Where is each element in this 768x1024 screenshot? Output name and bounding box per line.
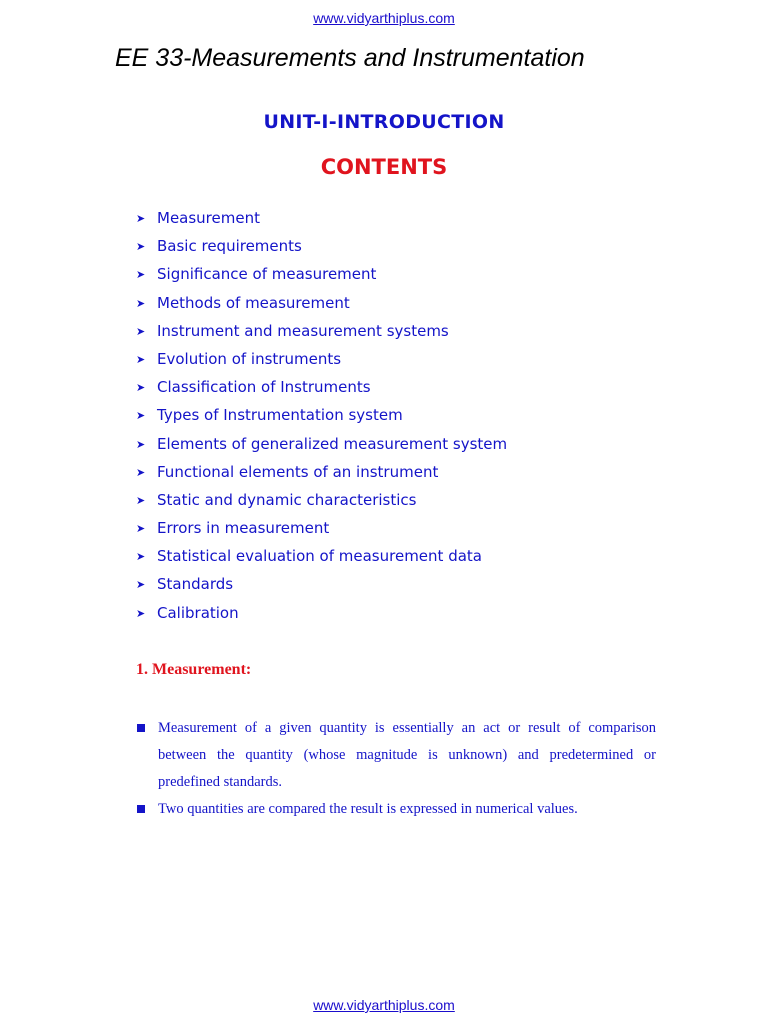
arrow-bullet-icon: ➤ [136,465,146,479]
contents-item-label: Basic requirements [157,237,302,256]
measurement-bullet-list [136,715,656,823]
section-heading-measurement: 1. Measurement: [136,661,252,678]
square-bullet-icon [137,724,145,732]
arrow-bullet-icon: ➤ [136,409,146,423]
arrow-bullet-icon: ➤ [136,522,146,536]
contents-item-label: Standards [157,575,234,594]
contents-item-label: Evolution of instruments [157,349,342,368]
contents-item-label: Elements of generalized measurement system [157,434,508,453]
arrow-bullet-icon: ➤ [136,606,146,620]
contents-item-label: Significance of measurement [157,265,377,284]
arrow-bullet-icon: ➤ [136,324,146,338]
document-title: EE 33-Measurements and Instrumentation [115,44,585,72]
arrow-bullet-icon: ➤ [136,550,146,564]
unit-title: UNIT-I-INTRODUCTION [263,111,505,133]
contents-item [136,460,507,488]
arrow-bullet-icon: ➤ [136,212,146,225]
contents-item [136,403,507,431]
contents-item [136,516,507,544]
contents-heading: CONTENTS [320,155,448,179]
contents-item-label: Errors in measurement [157,519,330,538]
contents-item-label: Static and dynamic characteristics [157,490,417,509]
arrow-bullet-icon: ➤ [136,381,146,395]
contents-item [136,262,507,290]
contents-item-label: Methods of measurement [157,293,350,312]
contents-item [136,347,507,375]
contents-item-label: Classification of Instruments [157,378,371,397]
arrow-bullet-icon: ➤ [136,268,146,282]
contents-item [136,432,507,460]
contents-item [136,234,507,262]
contents-item [136,206,507,234]
arrow-bullet-icon: ➤ [136,296,146,310]
contents-list [136,206,507,629]
header-website-link[interactable]: www.vidyarthiplus.com [313,10,455,26]
bullet-paragraph [136,715,656,796]
contents-item [136,488,507,516]
contents-item-label: Instrument and measurement systems [157,321,449,340]
arrow-bullet-icon: ➤ [136,578,146,592]
contents-item [136,544,507,572]
bullet-text: Measurement of a given quantity is essentially an act or result of comparison between the quantity (whose magnitude is unknown) and predetermined or predefined standards. [158,720,656,790]
contents-item-label: Measurement [157,209,260,227]
arrow-bullet-icon: ➤ [136,240,146,254]
arrow-bullet-icon: ➤ [136,352,146,366]
bullet-paragraph [136,796,656,823]
contents-item [136,319,507,347]
contents-item-label: Functional elements of an instrument [157,462,439,481]
contents-item [136,572,507,600]
contents-item-label: Types of Instrumentation system [157,406,403,425]
arrow-bullet-icon: ➤ [136,437,146,451]
contents-item [136,601,507,629]
contents-item [136,291,507,319]
arrow-bullet-icon: ➤ [136,493,146,507]
contents-item-label: Calibration [157,603,239,622]
footer-website-link[interactable]: www.vidyarthiplus.com [313,997,455,1013]
bullet-text: Two quantities are compared the result is expressed in numerical values. [158,801,578,817]
contents-item [136,375,507,403]
square-bullet-icon [137,805,145,813]
contents-item-label: Statistical evaluation of measurement data [157,547,482,566]
